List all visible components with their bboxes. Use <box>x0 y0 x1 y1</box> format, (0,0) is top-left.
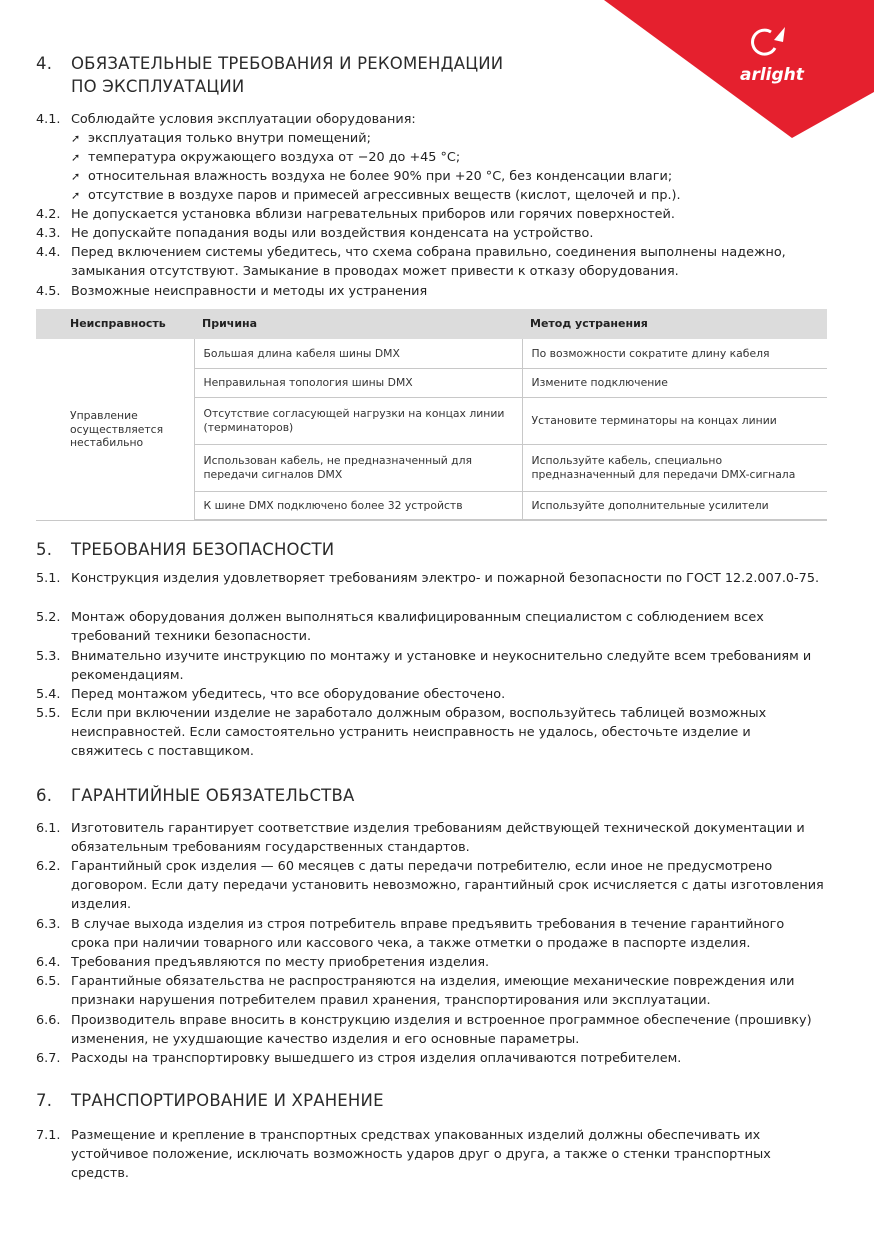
cause-cell: Неправильная топология шины DMX <box>194 368 522 397</box>
fix-cell: Установите терминаторы на концах линии <box>522 397 827 444</box>
cause-cell: Большая длина кабеля шины DMX <box>194 339 522 368</box>
column-header: Метод устранения <box>522 309 827 339</box>
logo-text: arlight <box>740 65 804 85</box>
section-number: 6. <box>36 786 53 805</box>
table-row <box>36 339 827 368</box>
fix-cell: Используйте кабель, специально предназначенный для передачи DMX-сигнала <box>522 444 827 491</box>
fix-cell: По возможности сократите длину кабеля <box>522 339 827 368</box>
column-header: Неисправность <box>36 309 194 339</box>
arrow-bullet-icon: ➚ <box>71 189 81 202</box>
cause-cell: К шине DMX подключено более 32 устройств <box>194 491 522 520</box>
fix-cell: Измените подключение <box>522 368 827 397</box>
section-title: ОБЯЗАТЕЛЬНЫЕ ТРЕБОВАНИЯ И РЕКОМЕНДАЦИИ ПО ЭКСПЛУАТАЦИИ <box>71 54 504 96</box>
arrow-bullet-icon: ➚ <box>71 132 81 145</box>
section-title: ТРЕБОВАНИЯ БЕЗОПАСНОСТИ <box>71 540 335 559</box>
cause-cell: Отсутствие согласующей нагрузки на концах линии (терминаторов) <box>194 397 522 444</box>
arrow-bullet-icon: ➚ <box>71 151 81 164</box>
fix-cell: Используйте дополнительные усилители <box>522 491 827 520</box>
section-number: 4. <box>36 54 53 73</box>
section-title: ТРАНСПОРТИРОВАНИЕ И ХРАНЕНИЕ <box>71 1091 384 1110</box>
cause-cell: Использован кабель, не предназначенный для передачи сигналов DMX <box>194 444 522 491</box>
section-number: 7. <box>36 1091 53 1110</box>
fault-cell: Управление осуществляется нестабильно <box>36 339 194 520</box>
table-header-row <box>36 309 827 339</box>
section-number: 5. <box>36 540 53 559</box>
column-header: Причина <box>194 309 522 339</box>
arrow-bullet-icon: ➚ <box>71 170 81 183</box>
troubleshooting-table <box>36 309 827 521</box>
section-title: ГАРАНТИЙНЫЕ ОБЯЗАТЕЛЬСТВА <box>71 786 355 805</box>
